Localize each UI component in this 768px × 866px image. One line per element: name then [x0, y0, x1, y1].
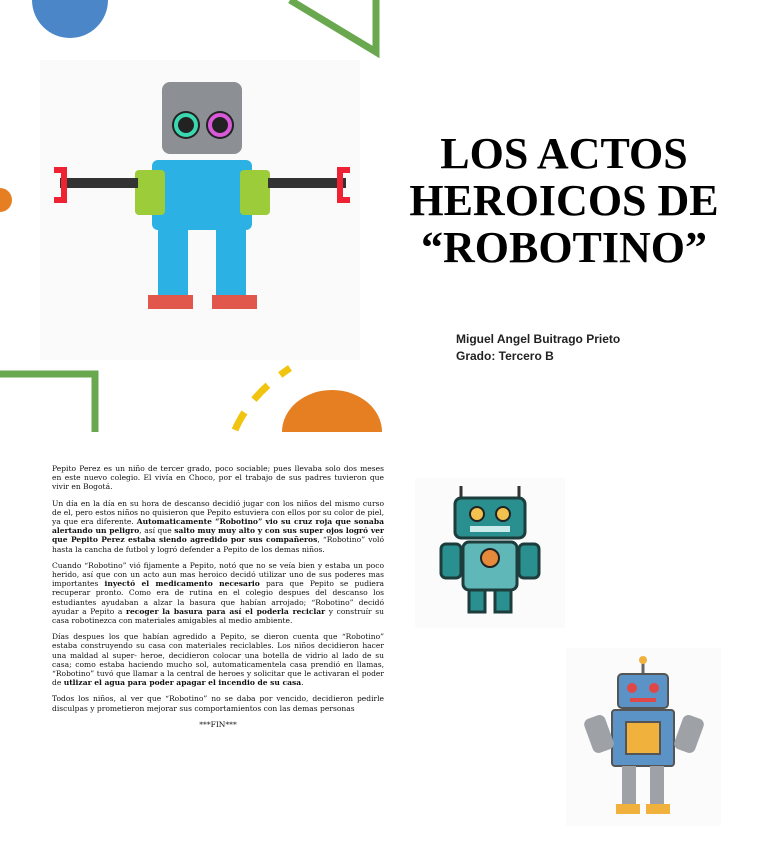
author-block — [456, 331, 620, 365]
green-corner-top — [290, 0, 376, 52]
orange-circle-shape — [0, 188, 12, 212]
story-paragraph-1: Pepito Perez es un niño de tercer grado, poco sociable; pues llevaba solo dos meses en este nuevo colegio. El vivía en Choco, por el trabajo de sus padres tuvieron que vivir en Bogotá. — [52, 464, 384, 492]
story-text — [52, 464, 384, 729]
green-corner-bottom — [0, 374, 95, 432]
author-grade: Grado: Tercero B — [456, 349, 554, 363]
story-paragraph-4: Días despues los que habían agredido a Pepito, se dieron cuenta que “Robotino” estaba construyendo su casa con materiales reciclables. Los niños decidieron hacer una maldad al super- heroe, decidieron colocar una botella de vidrio al lado de su casa; como estaba haciendo mucho sol, automaticamentela casa prendió en llamas, “Robotino” tuvó que llamar a la central de heroes y solicitar que le activaran el poder de utlizar el agua para poder apagar el incendio de su casa. — [52, 632, 384, 688]
title-line-1: LOS ACTOS — [440, 129, 688, 178]
author-name: Miguel Angel Buitrago Prieto — [456, 332, 621, 346]
blue-robot-head — [618, 674, 668, 708]
title-line-2: HEROICOS DE — [409, 176, 719, 225]
blue-circle-shape — [32, 0, 108, 38]
story-paragraph-5: Todos los niños, al ver que “Robotino” no se daba por vencido, decidieron pedirle disculpas y prometieron mejorar sus comportamientos con las demas personas — [52, 694, 384, 713]
story-paragraph-3: Cuando “Robotino” vió fijamente a Pepito, notó que no se veía bien y estaba un poco herido, así que con un acto aun mas heroico decidó utilizar uno de sus poderes mas importantes inyectó el medicamento necesario para que Pepito se pudiera recuperar pronto. Como era de rutina en el colegio despues del descanso los estudiantes ayudaban a alzar la basura que habían arrojado; “Robotino” decidó ayudar a Pepito a recoger la basura para así el poderla reciclar y construír su casa robotinezca con materiales amigables al medio ambiente. — [52, 560, 385, 626]
title-line-3: “ROBOTINO” — [420, 223, 708, 272]
story-end: ***FIN*** — [199, 719, 237, 729]
robot-toy-photo — [40, 60, 360, 360]
yellow-dashed-arc — [235, 368, 290, 430]
teal-robot-illustration — [415, 478, 565, 628]
blue-robot-illustration — [566, 648, 721, 826]
orange-half-circle — [282, 390, 382, 432]
robot-body — [152, 160, 252, 230]
book-title — [392, 130, 736, 271]
story-paragraph-2: Un día en la día en su hora de descanso decidió jugar con los niños del mismo curso de el, pero estos niños no quisieron que Pepito estuviera con ellos por su color de piel, ya que era diferente. Automaticamente “Robotino” vio su cruz roja que sonaba alertando un peligro, así que salto muy muy alto y con sus super ojos logró ver que Pepito Perez estaba siendo agredido por sus compañeros, “Robotino” voló hasta la cancha de futbol y logró defender a Pepito de los demas niños. — [52, 498, 384, 554]
